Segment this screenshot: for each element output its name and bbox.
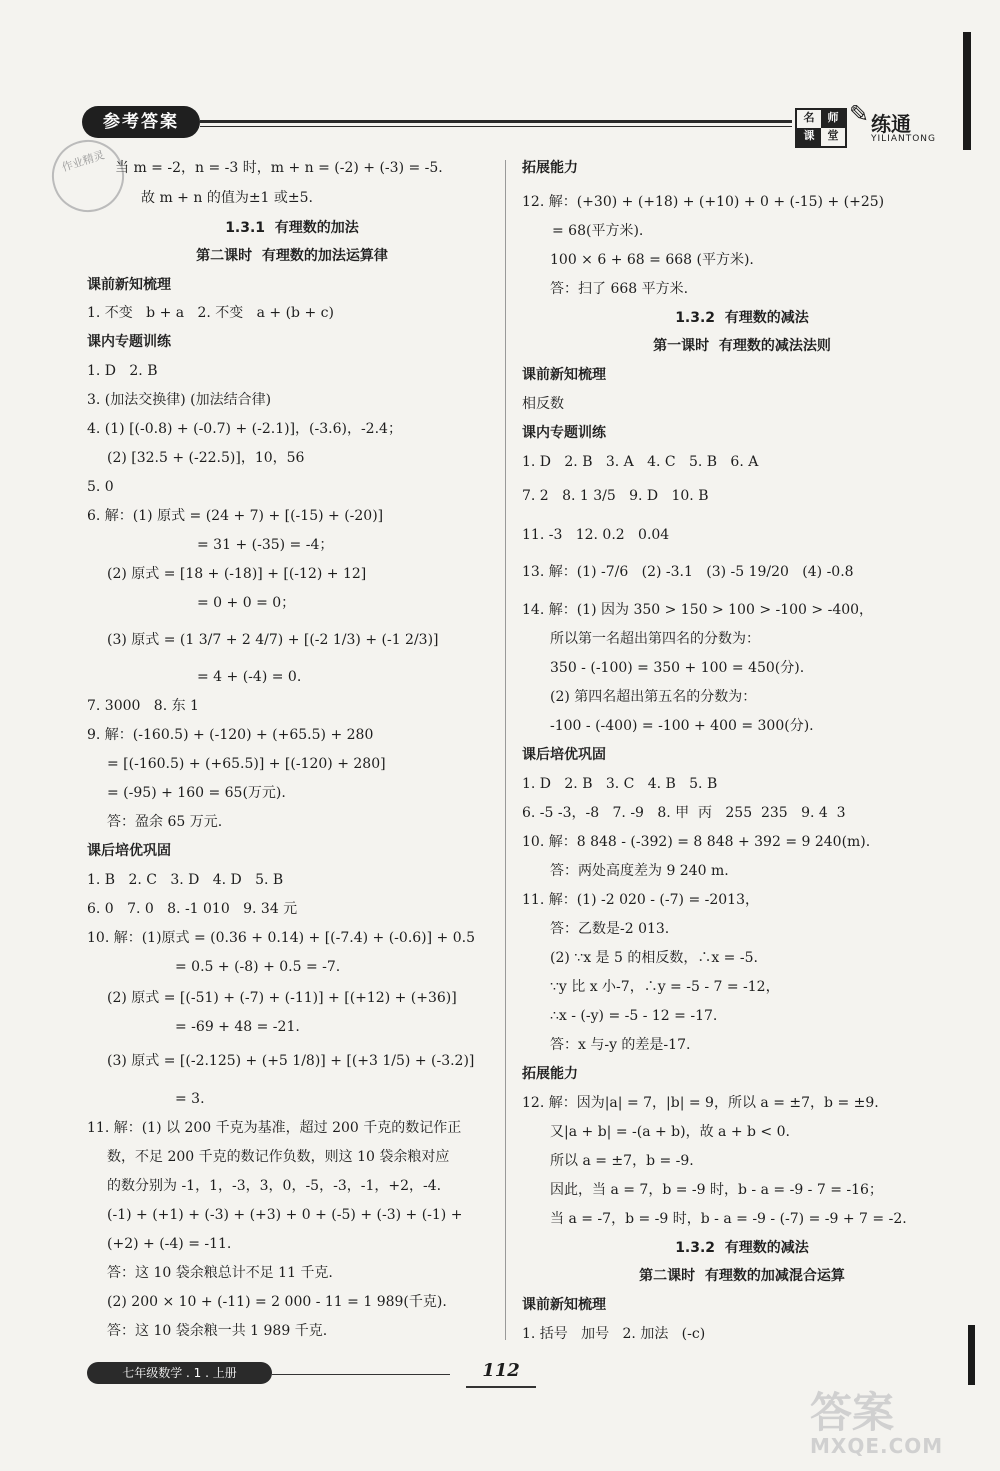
answer-line: 7. 2 8. 1 3/5 9. D 10. B (522, 488, 709, 504)
header-rule (200, 120, 792, 123)
answer-line: -100 - (-400) = -100 + 400 = 300(分). (550, 718, 814, 734)
brand-logo (795, 100, 945, 148)
answer-line: 所以第一名超出第四名的分数为： (550, 631, 760, 647)
answer-line: 100 × 6 + 68 = 668 (平方米). (550, 252, 754, 268)
answer-line: 4. (1) [(-0.8) + (-0.7) + (-2.1)]，(-3.6)，-2.4； (87, 421, 402, 437)
answer-line: = [(-160.5) + (+65.5)] + [(-120) + 280] (107, 756, 386, 772)
answer-line: (2) 原式 = [18 + (-18)] + [(-12) + 12] (107, 566, 367, 582)
answer-line: = 4 + (-4) = 0. (197, 669, 302, 685)
section-heading: 课前新知梳理 (87, 277, 171, 293)
answer-line: 故 m + n 的值为±1 或±5. (141, 190, 313, 206)
section-title: 1.3.1 有理数的加法 (225, 220, 359, 236)
brand-box (795, 108, 847, 148)
answer-line: 6. 解：(1) 原式 = (24 + 7) + [(-15) + (-20)] (87, 508, 384, 524)
brand-cell: 师 (821, 110, 845, 128)
answer-line: 1. D 2. B 3. A 4. C 5. B 6. A (522, 454, 759, 470)
answer-line: = 68(平方米). (552, 223, 644, 239)
brand-sub: YILIANTONG (871, 134, 936, 144)
page-number: 112 (466, 1356, 536, 1388)
brand-cell: 堂 (827, 129, 839, 142)
answer-line: 1. 括号 加号 2. 加法 (-c) (522, 1326, 706, 1342)
answer-line: 答：乙数是-2 013. (550, 921, 670, 937)
answer-line: = -69 + 48 = -21. (175, 1019, 300, 1035)
answer-line: 的数分别为 -1，1，-3，3，0，-5，-3，-1，+2，-4. (107, 1178, 442, 1194)
section-title: 第一课时 有理数的减法法则 (653, 338, 831, 354)
answer-line: 12. 解：因为|a| = 7，|b| = 9，所以 a = ±7，b = ±9. (522, 1095, 879, 1111)
right-edge-bar (963, 32, 971, 150)
footer-badge: 七年级数学 . 1 . 上册 (87, 1362, 272, 1384)
answer-line: ∴x - (-y) = -5 - 12 = -17. (550, 1008, 718, 1024)
answer-line: 1. 不变 b + a 2. 不变 a + (b + c) (87, 305, 334, 321)
answer-line: 11. 解：(1) -2 020 - (-7) = -2013， (522, 892, 759, 908)
answer-line: 7. 3000 8. 东 1 (87, 698, 199, 714)
answer-line: (-1) + (+1) + (-3) + (+3) + 0 + (-5) + (-3) + (-1) + (107, 1207, 463, 1223)
watermark (810, 1380, 980, 1460)
answer-line: = 31 + (-35) = -4； (197, 537, 334, 553)
watermark-sub: MXQE.COM (810, 1434, 944, 1458)
answer-line: 6. -5 -3，-8 7. -9 8. 甲 丙 255 235 9. 4 3 (522, 805, 846, 821)
answer-line: = (-95) + 160 = 65(万元). (107, 785, 286, 801)
section-heading: 课内专题训练 (87, 334, 171, 350)
answer-line: 当 a = -7，b = -9 时，b - a = -9 - (-7) = -9 + 7 = -2. (550, 1211, 907, 1227)
answer-line: 相反数 (522, 396, 564, 412)
answer-line: 13. 解：(1) -7/6 (2) -3.1 (3) -5 19/20 (4) -0.8 (522, 564, 854, 580)
pen-icon: ✎ (849, 100, 870, 128)
answer-line: = 3. (175, 1091, 205, 1107)
answer-line: 答：扫了 668 平方米. (550, 281, 689, 297)
answer-line: 答：盈余 65 万元. (107, 814, 223, 830)
answer-line: 9. 解：(-160.5) + (-120) + (+65.5) + 280 (87, 727, 374, 743)
brand-cell: 课 (797, 128, 821, 146)
answer-line: 当 m = -2，n = -3 时，m + n = (-2) + (-3) = -5. (115, 160, 443, 176)
section-heading: 拓展能力 (522, 1066, 578, 1082)
answer-line: (2) ∵x 是 5 的相反数，∴x = -5. (550, 950, 758, 966)
section-heading: 课后培优巩固 (87, 843, 171, 859)
brand-cell: 名 (803, 111, 815, 124)
header-badge: 参考答案 (82, 106, 200, 138)
answer-line: 350 - (-100) = 350 + 100 = 450(分). (550, 660, 805, 676)
answer-line: 所以 a = ±7，b = -9. (550, 1153, 694, 1169)
header-rule-thin (200, 126, 792, 127)
section-heading: 课后培优巩固 (522, 747, 606, 763)
section-heading: 拓展能力 (522, 160, 578, 176)
answer-line: 1. D 2. B (87, 363, 158, 379)
answer-line: (2) [32.5 + (-22.5)]，10，56 (107, 450, 305, 466)
answer-line: 1. B 2. C 3. D 4. D 5. B (87, 872, 284, 888)
answer-line: 12. 解：(+30) + (+18) + (+10) + 0 + (-15) + (+25) (522, 194, 885, 210)
answer-line: 14. 解：(1) 因为 350 > 150 > 100 > -100 > -400， (522, 602, 874, 618)
answer-line: 5. 0 (87, 479, 114, 495)
answer-line: (2) 第四名超出第五名的分数为： (550, 689, 757, 705)
brand-name: 练通 (871, 112, 911, 136)
section-title: 1.3.2 有理数的减法 (675, 1240, 809, 1256)
answer-line: 数，不足 200 千克的数记作负数，则这 10 袋余粮对应 (107, 1149, 450, 1165)
answer-line: (+2) + (-4) = -11. (107, 1236, 232, 1252)
answer-line: (3) 原式 = (1 3/7 + 2 4/7) + [(-2 1/3) + (-1 2/3)] (107, 632, 439, 648)
watermark-main: 答案 (810, 1388, 895, 1437)
footer-rule (272, 1374, 450, 1375)
section-title: 第二课时 有理数的加法运算律 (196, 248, 388, 264)
column-divider (505, 160, 506, 1340)
section-title: 第二课时 有理数的加减混合运算 (639, 1268, 845, 1284)
answer-line: 答：这 10 袋余粮一共 1 989 千克. (107, 1323, 328, 1339)
stamp: 作业精灵 (43, 131, 134, 222)
section-heading: 课前新知梳理 (522, 1297, 606, 1313)
answer-line: 答：这 10 袋余粮总计不足 11 千克. (107, 1265, 333, 1281)
answer-line: 11. 解：(1) 以 200 千克为基准，超过 200 千克的数记作正 (87, 1120, 462, 1136)
answer-line: (2) 200 × 10 + (-11) = 2 000 - 11 = 1 989(千克). (107, 1294, 447, 1310)
answer-line: 又|a + b| = -(a + b)，故 a + b < 0. (550, 1124, 790, 1140)
answer-line: 答：x 与-y 的差是-17. (550, 1037, 691, 1053)
section-heading: 课前新知梳理 (522, 367, 606, 383)
answer-line: 6. 0 7. 0 8. -1 010 9. 34 元 (87, 901, 298, 917)
answer-line: 因此，当 a = 7，b = -9 时，b - a = -9 - 7 = -16； (550, 1182, 883, 1198)
answer-line: (3) 原式 = [(-2.125) + (+5 1/8)] + [(+3 1/5) + (-3.2)] (107, 1053, 475, 1069)
section-title: 1.3.2 有理数的减法 (675, 310, 809, 326)
answer-line: = 0 + 0 = 0； (197, 595, 296, 611)
answer-line: 1. D 2. B 3. C 4. B 5. B (522, 776, 718, 792)
answer-line: 11. -3 12. 0.2 0.04 (522, 527, 670, 543)
section-heading: 课内专题训练 (522, 425, 606, 441)
answer-line: (2) 原式 = [(-51) + (-7) + (-11)] + [(+12) + (+36)] (107, 990, 457, 1006)
right-edge-bar-bottom (968, 1325, 975, 1385)
answer-line: 10. 解：8 848 - (-392) = 8 848 + 392 = 9 240(m). (522, 834, 871, 850)
answer-line: ∵y 比 x 小-7，∴y = -5 - 7 = -12， (550, 979, 780, 995)
answer-line: 10. 解：(1)原式 = (0.36 + 0.14) + [(-7.4) + (-0.6)] + 0.5 (87, 930, 475, 946)
answer-line: 答：两处高度差为 9 240 m. (550, 863, 729, 879)
answer-line: = 0.5 + (-8) + 0.5 = -7. (175, 959, 341, 975)
answer-line: 3. (加法交换律) (加法结合律) (87, 392, 272, 408)
